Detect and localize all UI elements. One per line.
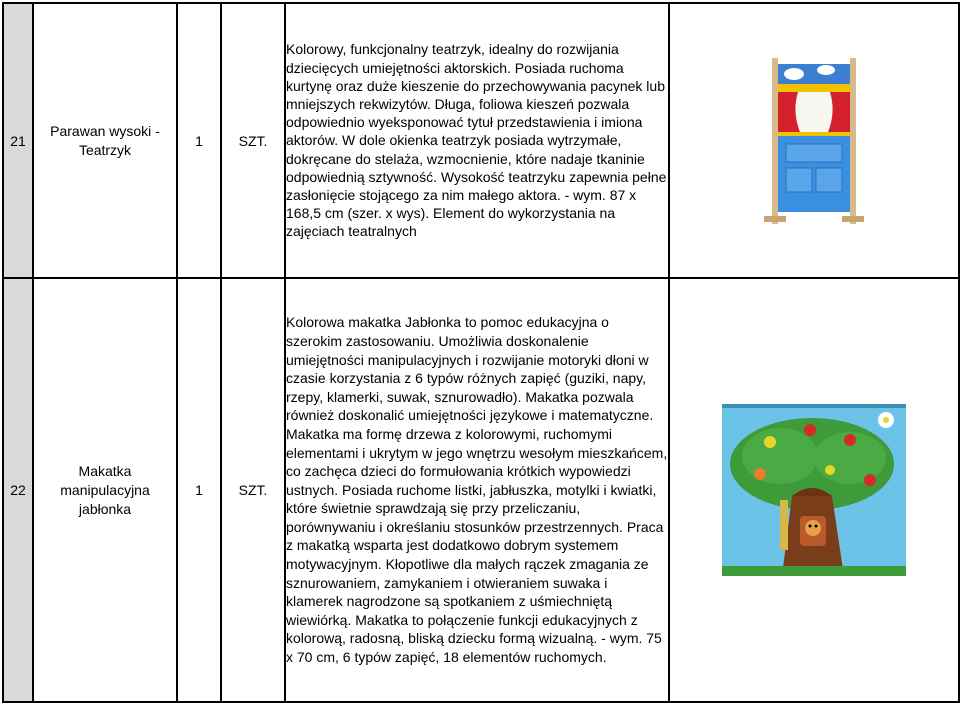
table-row bbox=[3, 278, 959, 702]
unit: SZT. bbox=[221, 278, 285, 702]
product-image-cell bbox=[669, 278, 959, 702]
product-description bbox=[285, 3, 669, 278]
puppet-theater-image bbox=[764, 56, 864, 226]
row-number: 22 bbox=[3, 278, 33, 702]
product-name: Makatka manipulacyjna jabłonka bbox=[33, 278, 177, 702]
description-text: Kolorowy, funkcjonalny teatrzyk, idealny do rozwijania dziecięcych umiejętności aktorskich. Posiada ruchoma kurtynę oraz duże kieszenie do przechowywania pacynek lub mniejszych rekwizytów. Długa, foliowa kieszeń pozwala odpowiednio wyeksponować tytuł przedstawienia i imiona aktorów. W dole okienka teatrzyk posiada wytrzymałe, dokręcane do stelaża, wzmocnienie, które nadaje tkaninie odpowiednią sztywność. Wysokość teatrzyku zapewnia pełne zasłonięcie stojącego za nim małego aktora. - wym. 87 x 168,5 cm (szer. x wys). Element do wykorzystania na zajęciach teatralnych bbox=[286, 41, 667, 240]
unit: SZT. bbox=[221, 3, 285, 278]
product-name: Parawan wysoki - Teatrzyk bbox=[33, 3, 177, 278]
product-description bbox=[285, 278, 669, 702]
quantity: 1 bbox=[177, 278, 221, 702]
description-text: Kolorowa makatka Jabłonka to pomoc edukacyjna o szerokim zastosowaniu. Umożliwia doskonalenie umiejętności manipulacyjnych i rozwijanie motoryki dłoni w czasie korzystania z 6 typów różnych zapięć (guziki, napy, rzepy, klamerki, suwak, sznurowadło). Makatka pozwala również doskonalić umiejętności językowe i matematyczne. Makatka ma formę drzewa z kolorowymi, ruchomymi elementami i ukrytym w jego wnętrzu wesołym mieszkańcem, co zachęca dzieci do formułowania krótkich wypowiedzi ustnych. Posiada ruchome listki, jabłuszka, motylki i kwiatki, które świetnie sprawdzają się przy przeliczaniu, porównywaniu i określaniu stosunków przestrzennych. Praca z makatką wsparta jest dodatkowo dobrym systemem motywacyjnym. Kłopotliwe dla małych rączek zmagania ze sznurowaniem, zamykaniem i otwieraniem suwaka i klamerek nagrodzone są spotkaniem z uśmiechniętą wiewiórką. Makatka to połączenie funkcji edukacyjnych z kolorową, radosną, bliską dziecku formą wizualną. - wym. 75 x 70 cm, 6 typów zapięć, 18 elementów ruchomych. bbox=[286, 314, 668, 666]
table-row bbox=[3, 3, 959, 278]
row-number: 21 bbox=[3, 3, 33, 278]
quantity: 1 bbox=[177, 3, 221, 278]
apple-tree-wall-hanging-image bbox=[720, 400, 908, 580]
product-spec-table bbox=[2, 2, 960, 703]
product-image-cell bbox=[669, 3, 959, 278]
